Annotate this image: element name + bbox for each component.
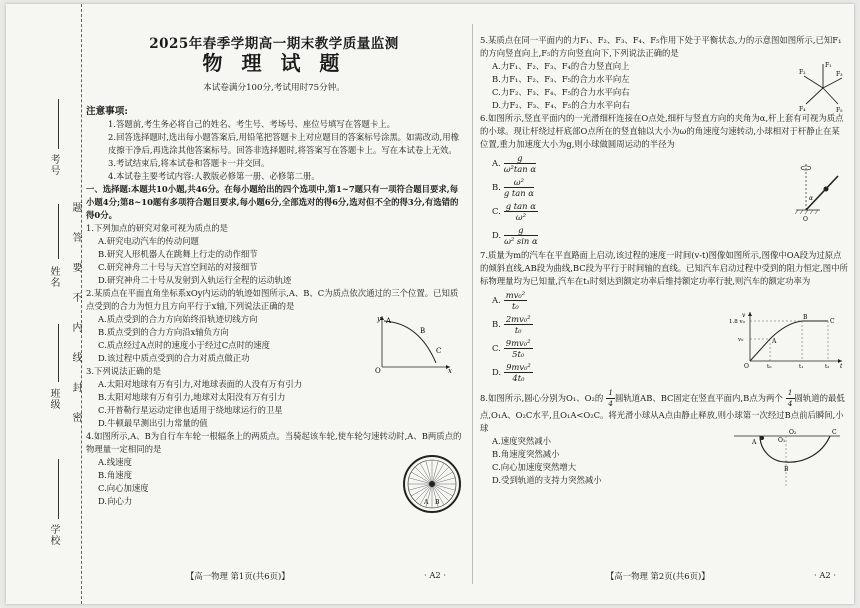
question-5 bbox=[480, 34, 848, 112]
origin-label: O bbox=[744, 363, 749, 369]
question-6 bbox=[480, 112, 848, 247]
question-8 bbox=[480, 388, 848, 487]
force-label-f5: F₅ bbox=[836, 107, 843, 114]
option: A. $\frac{g}{\text{ω²tan α}}$ bbox=[492, 152, 536, 174]
binding-strip bbox=[6, 4, 82, 604]
tick-label-1-8v0: 1.8 v₀ bbox=[729, 319, 745, 325]
center-label-o1: O₁ bbox=[778, 437, 786, 444]
trajectory-figure bbox=[374, 313, 454, 373]
point-label-c: C bbox=[436, 347, 442, 355]
option: C.向心加速度 bbox=[98, 483, 149, 493]
option: D.向心力 bbox=[98, 496, 133, 506]
option: C.开普勒行星运动定律也适用于绕地球运行的卫星 bbox=[98, 405, 283, 415]
option: C. $\frac{\text{9mv₀²}}{\text{5t₀}}$ bbox=[492, 337, 531, 359]
question-1 bbox=[86, 222, 462, 287]
question-stem: 1.下列加点的研究对象可视为质点的是 bbox=[86, 223, 228, 233]
notice-item: 1.答题前,考生务必将自己的姓名、考生号、考场号、座位号填写在答题卡上。 bbox=[108, 119, 396, 129]
force-label-f1: F₁ bbox=[825, 62, 832, 69]
force-diagram bbox=[798, 60, 848, 114]
notice-item: 2.回答选择题时,选出每小题答案后,用铅笔把答题卡上对应题目的答案标号涂黑。如需改动,用橡皮擦干净后,再选涂其他答案标号。回答非选择题时,将答案写在答题卡上。写在本试卷上无效。 bbox=[108, 132, 459, 155]
rod-figure bbox=[786, 162, 846, 224]
option: B.太阳对地球有万有引力,地球对太阳没有万有引力 bbox=[98, 392, 286, 402]
notice-heading: 注意事项: bbox=[86, 106, 128, 117]
wheel-spoke bbox=[409, 484, 432, 490]
tick-label-t0: t₀ bbox=[767, 364, 772, 369]
notice-item: 4.本试卷主要考试内容:人教版必修第一册、必修第二册。 bbox=[108, 171, 320, 181]
seal-word: 线 bbox=[70, 352, 81, 362]
footer-code-page-2: · A2 · bbox=[814, 570, 837, 580]
origin-label: O bbox=[803, 216, 808, 223]
axis-label-x: x bbox=[448, 367, 452, 373]
wheel-spoke bbox=[432, 478, 455, 484]
point-label-c: C bbox=[830, 318, 835, 325]
seal-word: 封 bbox=[70, 382, 81, 392]
question-3 bbox=[86, 365, 462, 430]
option: C.研究神舟二十号与天宫空间站的对接细节 bbox=[98, 262, 258, 272]
seal-word: 题 bbox=[70, 202, 81, 212]
option: A.研究电动汽车的传动问题 bbox=[98, 236, 199, 246]
fill-line bbox=[58, 99, 59, 149]
tick-label-t1: t₁ bbox=[799, 364, 804, 369]
exam-sheet bbox=[6, 4, 854, 604]
option: D.研究神舟二十号从发射到入轨运行全程的运动轨迹 bbox=[98, 275, 292, 285]
option: C. $\frac{\text{g tan α}}{\text{ω²}}$ bbox=[492, 200, 536, 222]
question-stem: 2.某质点在平面直角坐标系xOy内运动的轨迹如图所示,A、B、C为质点依次通过的三个位置。已知质点受到的合力为恒力且方向平行于x轴,下列说法正确的是 bbox=[86, 288, 459, 311]
page-1 bbox=[86, 4, 462, 508]
option: D.力F₂、F₃、F₄、F₅的合力水平向右 bbox=[492, 100, 630, 110]
question-stem: 3.下列说法正确的是 bbox=[86, 366, 161, 376]
question-stem: 5.某质点在同一平面内的力F₁、F₂、F₃、F₄、F₅作用下处于平衡状态,力的示意图如图所示,已知F₁的方向竖直向上,F₅的方向竖直向下,下列说法正确的是 bbox=[480, 35, 842, 58]
option: B.角速度 bbox=[98, 470, 132, 480]
exam-title: 2025年春季学期高一期末教学质量监测 bbox=[149, 36, 399, 52]
footer-page-1: 【高一物理 第1页(共6页)】 bbox=[186, 571, 290, 581]
origin-label: O bbox=[375, 367, 381, 373]
wheel-spoke bbox=[409, 478, 432, 484]
question-4 bbox=[86, 430, 462, 508]
exam-meta: 本试卷满分100分,考试用时75分钟。 bbox=[203, 83, 345, 93]
option: C.质点经过A点时的速度小于经过C点时的速度 bbox=[98, 340, 270, 350]
question-stem: 4.如图所示,A、B为自行车车轮一根辐条上的两质点。当骑起该车轮,使车轮匀速转动时,A、B两质点的物理量一定相同的是 bbox=[86, 431, 462, 454]
option: C.向心加速度突然增大 bbox=[492, 462, 577, 472]
option: B. $\frac{\text{ω²}}{\text{g tan α}}$ bbox=[492, 176, 534, 198]
footer-code-page-1: · A2 · bbox=[424, 570, 447, 580]
label-exam-number: 考号 bbox=[48, 154, 59, 176]
label-school: 学校 bbox=[48, 524, 59, 546]
angle-label: α bbox=[809, 195, 814, 202]
option: D. $\frac{\text{9mv₀²}}{\text{4t₀}}$ bbox=[492, 361, 531, 383]
track-figure bbox=[732, 428, 844, 494]
fill-line bbox=[58, 204, 59, 259]
point-label-b: B bbox=[803, 314, 808, 321]
option: D.受到轨道的支持力突然减小 bbox=[492, 475, 602, 485]
axis-label-t: t bbox=[840, 363, 843, 369]
seal-word: 答 bbox=[70, 232, 81, 242]
fill-line bbox=[58, 459, 59, 519]
tick-label-v0: v₀ bbox=[738, 337, 744, 343]
option: A.速度突然减小 bbox=[492, 436, 551, 446]
force-label-f3: F₃ bbox=[836, 71, 843, 78]
wheel-spoke bbox=[426, 461, 432, 484]
page-divider bbox=[472, 24, 473, 584]
option: D.该过程中质点受到的合力对质点做正功 bbox=[98, 353, 250, 363]
question-7 bbox=[480, 249, 848, 384]
tick-label-t2: t₂ bbox=[825, 364, 830, 369]
option: D. $\frac{g}{\text{ω² sin α}}$ bbox=[492, 224, 538, 246]
question-stem: 7.质量为m的汽车在平直路面上启动,该过程的速度一时间(v-t)图像如图所示,图像中OA段为过原点的倾斜直线,AB段为曲线,BC段为平行于时间轴的直线。已知汽车启动过程中受到的阻力恒定,图中所标物理量均为已知量,汽车在t₁时刻达到额定功率后维持额定功率行驶,则汽车的额定功率为 bbox=[480, 250, 848, 286]
option: A.力F₁、F₂、F₃、F₄的合力竖直向上 bbox=[492, 61, 630, 71]
option: B.角速度突然减小 bbox=[492, 449, 560, 459]
seal-word: 不 bbox=[70, 292, 81, 302]
point-label-a: A bbox=[386, 317, 392, 325]
point-label-b: B bbox=[784, 466, 789, 473]
seal-word: 密 bbox=[70, 412, 81, 422]
notice-item: 3.考试结束后,将本试卷和答题卡一并交回。 bbox=[108, 158, 270, 168]
point-label-b: B bbox=[435, 499, 440, 506]
point-label-a: A bbox=[424, 499, 429, 506]
option: B.研究人形机器人在跳舞上行走的动作细节 bbox=[98, 249, 258, 259]
question-stem: 8.如图所示,圆心分别为O₁、O₂的 $\frac{1}{4}$ 圆轨道AB、BC固定在竖直平面内,B点为两个 $\frac{1}{4}$ 圆轨道的最低点,O₁A、O₂C水平,且O₁A<O₂C。将光滑小球从A点由静止释放,则小球第一次经过B点前后瞬间,小球 bbox=[480, 388, 845, 433]
center-label-o2: O₂ bbox=[789, 429, 797, 436]
section-instructions: 一、选择题:本题共10小题,共46分。在每小题给出的四个选项中,第1~7题只有一项符合题目要求,每小题4分;第8~10题有多项符合题目要求,每小题6分,全部选对的得6分,选对但不全的得3分,有选错的得0分。 bbox=[86, 184, 459, 220]
option: D.牛顿最早测出引力常量的值 bbox=[98, 418, 208, 428]
label-class: 班级 bbox=[48, 388, 59, 410]
seal-word: 内 bbox=[70, 322, 81, 332]
page-2 bbox=[480, 34, 848, 487]
point-label-b: B bbox=[420, 327, 426, 335]
subject-title: 物 理 试 题 bbox=[202, 51, 346, 75]
wheel-spoke bbox=[432, 484, 455, 490]
fill-line bbox=[58, 324, 59, 382]
option: B.质点受到的合力方向沿x轴负方向 bbox=[98, 327, 229, 337]
force-label-f4: F₄ bbox=[799, 106, 806, 113]
axis-label-v: v bbox=[742, 312, 746, 319]
axis-label-y: y bbox=[377, 315, 381, 323]
footer-page-2: 【高一物理 第2页(共6页)】 bbox=[606, 571, 710, 581]
seal-word: 要 bbox=[70, 262, 81, 272]
option: A.太阳对地球有万有引力,对地球表面的人没有万有引力 bbox=[98, 379, 302, 389]
option: B.力F₁、F₂、F₃、F₅的合力水平向左 bbox=[492, 74, 630, 84]
wheel-spoke bbox=[432, 461, 438, 484]
question-stem: 6.如图所示,竖直平面内的一光滑细杆连接在O点处,细杆与竖直方向的夹角为α,杆上套有可视为质点的小球。现让杆绕过杆底部O点所在的竖直轴以大小为ω的角速度匀速转动,小球相对于杆静止在某位置,重力加速度大小为g,则小球做圆周运动的半径为 bbox=[480, 113, 844, 149]
label-name: 姓名 bbox=[48, 266, 59, 288]
point-label-a: A bbox=[772, 338, 777, 345]
vt-graph-figure bbox=[728, 309, 846, 369]
option: A. $\frac{\text{mv₀²}}{\text{t₀}}$ bbox=[492, 289, 526, 311]
option: C.力F₂、F₃、F₄、F₅的合力水平向右 bbox=[492, 87, 630, 97]
point-label-a: A bbox=[752, 439, 757, 446]
force-label-f2: F₂ bbox=[799, 69, 806, 76]
option: A.质点受到的合力方向始终沿轨迹切线方向 bbox=[98, 314, 258, 324]
option: A.线速度 bbox=[98, 457, 132, 467]
option: B. $\frac{\text{2mv₀²}}{\text{t₀}}$ bbox=[492, 313, 531, 335]
point-label-c: C bbox=[832, 429, 837, 436]
bicycle-wheel-figure bbox=[402, 454, 462, 514]
